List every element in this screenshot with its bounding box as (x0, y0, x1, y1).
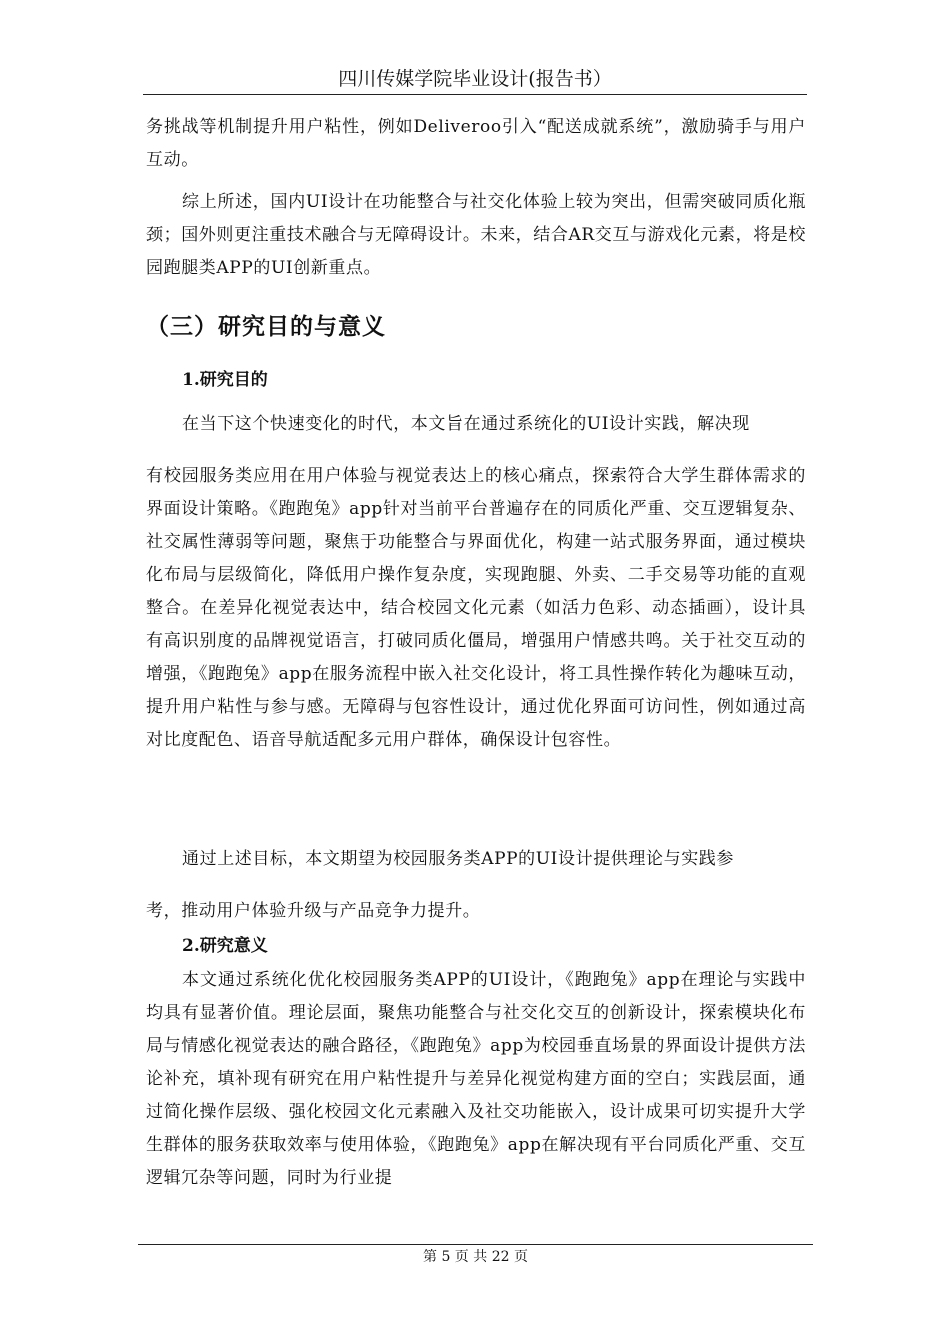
section-heading: （三）研究目的与意义 (146, 313, 386, 340)
footer-divider (138, 1244, 813, 1245)
summary-paragraph: 综上所述，国内UI设计在功能整合与社交化体验上较为突出，但需突破同质化瓶颈；国外则更注重技术融合与无障碍设计。未来，结合AR交互与游戏化元素，将是校园跑腿类APP的UI创新重点。 (146, 192, 806, 278)
purpose-conclusion-first-line: 通过上述目标，本文期望为校园服务类APP的UI设计提供理论与实践参 (182, 849, 734, 869)
intro-paragraph: 务挑战等机制提升用户粘性，例如Deliveroo引入“配送成就系统”，激励骑手与用户互动。 (146, 117, 806, 170)
subsection-heading-significance: 2.研究意义 (182, 936, 268, 956)
header-divider (143, 94, 807, 95)
page-number: 第 5 页 共 22 页 (423, 1249, 528, 1265)
purpose-paragraph-first-line: 在当下这个快速变化的时代，本文旨在通过系统化的UI设计实践，解决现 (182, 414, 750, 434)
purpose-paragraph-body: 有校园服务类应用在用户体验与视觉表达上的核心痛点，探索符合大学生群体需求的界面设计策略。《跑跑兔》app针对当前平台普遍存在的同质化严重、交互逻辑复杂、社交属性薄弱等问题，聚焦于功能整合与界面优化，构建一站式服务界面，通过模块化布局与层级简化，降低用户操作复杂度，实现跑腿、外卖、二手交易等功能的直观整合。在差异化视觉表达中，结合校园文化元素（如活力色彩、动态插画），设计具有高识别度的品牌视觉语言，打破同质化僵局，增强用户情感共鸣。关于社交互动的增强，《跑跑兔》app在服务流程中嵌入社交化设计，将工具性操作转化为趣味互动，提升用户粘性与参与感。无障碍与包容性设计，通过优化界面可访问性，例如通过高对比度配色、语音导航适配多元用户群体，确保设计包容性。 (146, 466, 806, 750)
page-header-title: 四川传媒学院毕业设计(报告书） (338, 68, 612, 90)
subsection-heading-purpose: 1.研究目的 (182, 370, 268, 390)
purpose-conclusion-rest: 考，推动用户体验升级与产品竞争力提升。 (146, 901, 481, 921)
significance-paragraph: 本文通过系统化优化校园服务类APP的UI设计，《跑跑兔》app在理论与实践中均具有显著价值。理论层面，聚焦功能整合与社交化交互的创新设计，探索模块化布局与情感化视觉表达的融合路径，《跑跑兔》app为校园垂直场景的界面设计提供方法论补充，填补现有研究在用户粘性提升与差异化视觉构建方面的空白；实践层面，通过简化操作层级、强化校园文化元素融入及社交功能嵌入，设计成果可切实提升大学生群体的服务获取效率与使用体验，《跑跑兔》app在解决现有平台同质化严重、交互逻辑冗杂等问题，同时为行业提 (146, 970, 806, 1188)
